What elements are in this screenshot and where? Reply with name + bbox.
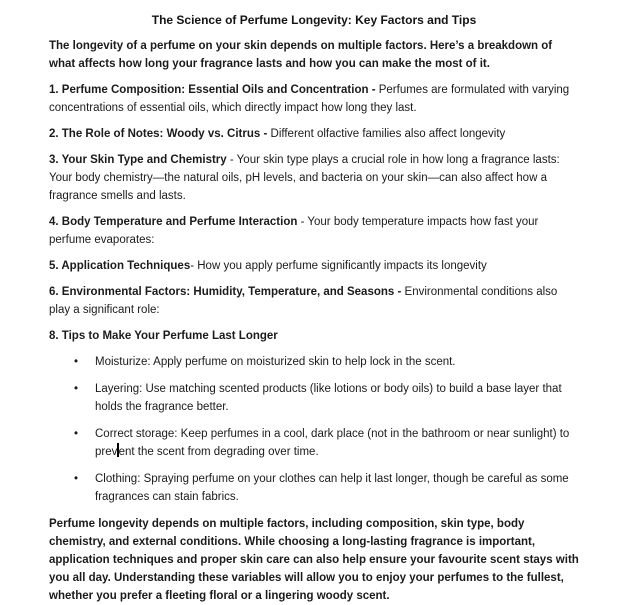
section-text-1: Perfumes are formulated with varying concentrations of essential oils, which directly impact how long they last. [49, 84, 570, 114]
section-heading-4: 4. Body Temperature and Perfume Interaction [49, 216, 298, 228]
bullet-text: Moisturize: Apply perfume on moisturized skin to help lock in the scent. [95, 356, 456, 368]
section-heading-2: 2. The Role of Notes: Woody vs. Citrus - [49, 128, 268, 140]
bullet-text: Clothing: Spraying perfume on your clothes can help it last longer, though be careful as some fragrances can stain fabrics. [95, 473, 569, 503]
bullet-item-moisturize[interactable] [49, 353, 579, 371]
section-heading-8: 8. Tips to Make Your Perfume Last Longer [49, 330, 278, 342]
section-text-3: - Your skin type plays a crucial role in how long a fragrance lasts: Your body chemistry—the natural oils, pH levels, and bacteria on your skin—can also affect how a fragrance smells and lasts. [49, 154, 560, 202]
section-paragraph-6[interactable] [49, 283, 579, 319]
section-paragraph-1[interactable] [49, 81, 579, 117]
tips-list [49, 353, 579, 506]
section-heading-1: 1. Perfume Composition: Essential Oils and Concentration - [49, 84, 376, 96]
bullet-item-layering[interactable] [49, 380, 579, 416]
intro-paragraph[interactable]: The longevity of a perfume on your skin depends on multiple factors. Here’s a breakdown of what affects how long your fragrance lasts and how you can make the most of it. [49, 40, 553, 70]
section-text-4: - Your body temperature impacts how fast your perfume evaporates: [49, 216, 539, 246]
section-paragraph-2[interactable] [49, 125, 579, 143]
section-heading-6: 6. Environmental Factors: Humidity, Temperature, and Seasons - [49, 286, 402, 298]
section-heading-3: 3. Your Skin Type and Chemistry [49, 154, 227, 166]
conclusion-paragraph[interactable]: Perfume longevity depends on multiple factors, including composition, skin type, body chemistry, and external conditions. While choosing a long-lasting fragrance is important, application techniques and proper skin care can also help ensure your favourite scent stays with you all day. Understanding these variables will allow you to enjoy your perfumes to the fullest, whether you prefer a fleeting floral or a lingering woody scent. [49, 518, 579, 602]
section-text-2: Different olfactive families also affect longevity [267, 128, 506, 140]
bullet-item-storage[interactable] [49, 425, 579, 461]
section-heading-5: 5. Application Techniques [49, 260, 191, 272]
bullet-text-after-caret: ent the scent from degrading over time. [118, 446, 319, 458]
section-paragraph-3[interactable] [49, 151, 579, 205]
section-paragraph-8[interactable] [49, 327, 579, 345]
section-paragraph-4[interactable] [49, 213, 579, 249]
section-text-6: Environmental conditions also play a significant role: [49, 286, 558, 316]
bullet-item-clothing[interactable] [49, 470, 579, 506]
document-title: The Science of Perfume Longevity: Key Factors and Tips [151, 13, 477, 27]
bullet-text: Layering: Use matching scented products (like lotions or body oils) to build a base layer that holds the fragrance better. [95, 383, 562, 413]
bullet-text-before-caret: Correct storage: Keep perfumes in a cool, dark place (not in the bathroom or near sunlight) to prev [95, 428, 570, 458]
section-text-5: - How you apply perfume significantly impacts its longevity [190, 260, 487, 272]
section-paragraph-5[interactable] [49, 257, 579, 275]
